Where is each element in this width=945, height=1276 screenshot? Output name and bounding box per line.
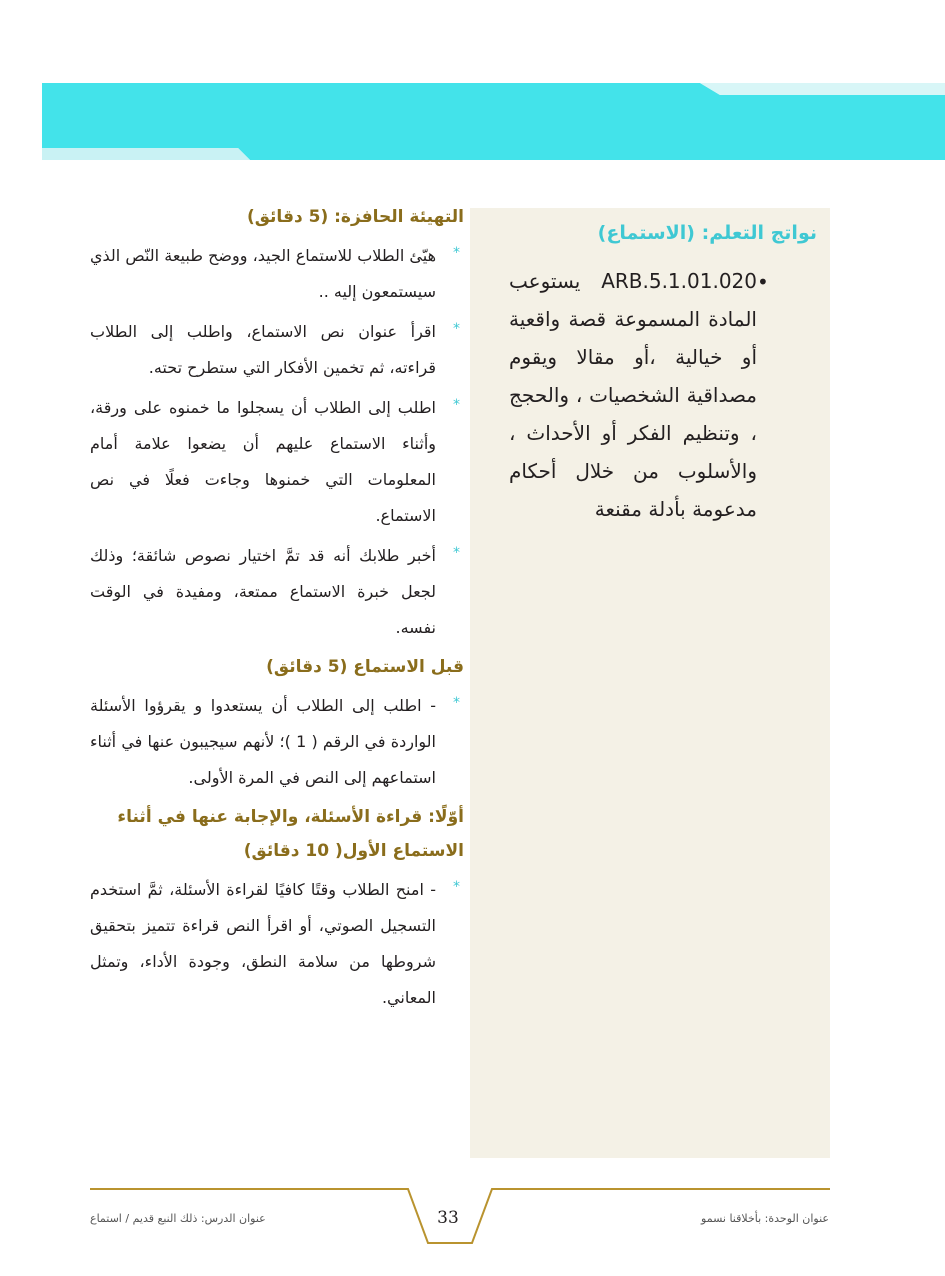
before-listening-title: قبل الاستماع (5 دقائق) <box>266 657 464 677</box>
star-bullet-icon: * <box>453 695 460 711</box>
learning-outcomes-heading: نواتج التعلم: (الاستماع) <box>597 222 817 244</box>
list-item <box>90 688 464 796</box>
warmup-title: التهيئة الحافزة: (5 دقائق) <box>246 207 464 227</box>
unit-title: عنوان الوحدة: بأخلاقنا نسمو <box>701 1212 829 1225</box>
star-bullet-icon: * <box>453 397 460 413</box>
learning-outcome-text: ARB.5.1.01.020 يستوعب المادة المسموعة قصة واقعية أو خيالية ،أو مقالا ويقوم مصداقية الشخصيات ، والحجج ، وتنظيم الفكر أو الأحداث ، والأسلوب من خلال أحكام مدعومة بأدلة مقنعة <box>509 269 757 521</box>
list-item-text: هيّئ الطلاب للاستماع الجيد، ووضح طبيعة النّص الذي سيستمعون إليه .. <box>90 246 436 301</box>
list-item <box>90 238 464 310</box>
star-bullet-icon: * <box>453 545 460 561</box>
outcome-bullet: • <box>757 270 769 294</box>
list-item-text: اقرأ عنوان نص الاستماع، واطلب إلى الطلاب قراءته، ثم تخمين الأفكار التي ستطرح تحته. <box>90 322 436 377</box>
star-bullet-icon: * <box>453 321 460 337</box>
list-item <box>90 390 464 534</box>
star-bullet-icon: * <box>453 245 460 261</box>
list-item-text: - اطلب إلى الطلاب أن يستعدوا و يقرؤوا الأسئلة الواردة في الرقم ( 1 )؛ لأنهم سيجيبون عنها في أثناء استماعهم إلى النص في المرة الأولى. <box>90 696 437 787</box>
star-bullet-icon: * <box>453 879 460 895</box>
list-item <box>90 872 464 1016</box>
list-item-text: أخبر طلابك أنه قد تمَّ اختيار نصوص شائقة؛ وذلك لجعل خبرة الاستماع ممتعة، ومفيدة في الوقت نفسه. <box>90 546 436 637</box>
list-item <box>90 314 464 386</box>
page-number: 33 <box>437 1208 459 1228</box>
lesson-steps-column <box>90 198 464 1020</box>
first-listening-title: أوّلًا: قراءة الأسئلة، والإجابة عنها في أثناء الاستماع الأول( 10 دقائق) <box>117 807 464 861</box>
top-banner <box>0 0 945 170</box>
list-item-text: - امنح الطلاب وقتًا كافيًا لقراءة الأسئلة، ثمَّ استخدم التسجيل الصوتي، أو اقرأ النص قراءة تتميز بتحقيق شروطها من سلامة النطق، وجودة الأداء، وتمثل المعاني. <box>90 880 436 1007</box>
list-item <box>90 538 464 646</box>
lesson-title: عنوان الدرس: ذلك النبع قديم / استماع <box>90 1212 266 1225</box>
list-item-text: اطلب إلى الطلاب أن يسجلوا ما خمنوه على ورقة، وأثناء الاستماع عليهم أن يضعوا علامة أمام المعلومات التي خمنوها وجاءت فعلًا في نص الاستماع. <box>90 398 436 525</box>
